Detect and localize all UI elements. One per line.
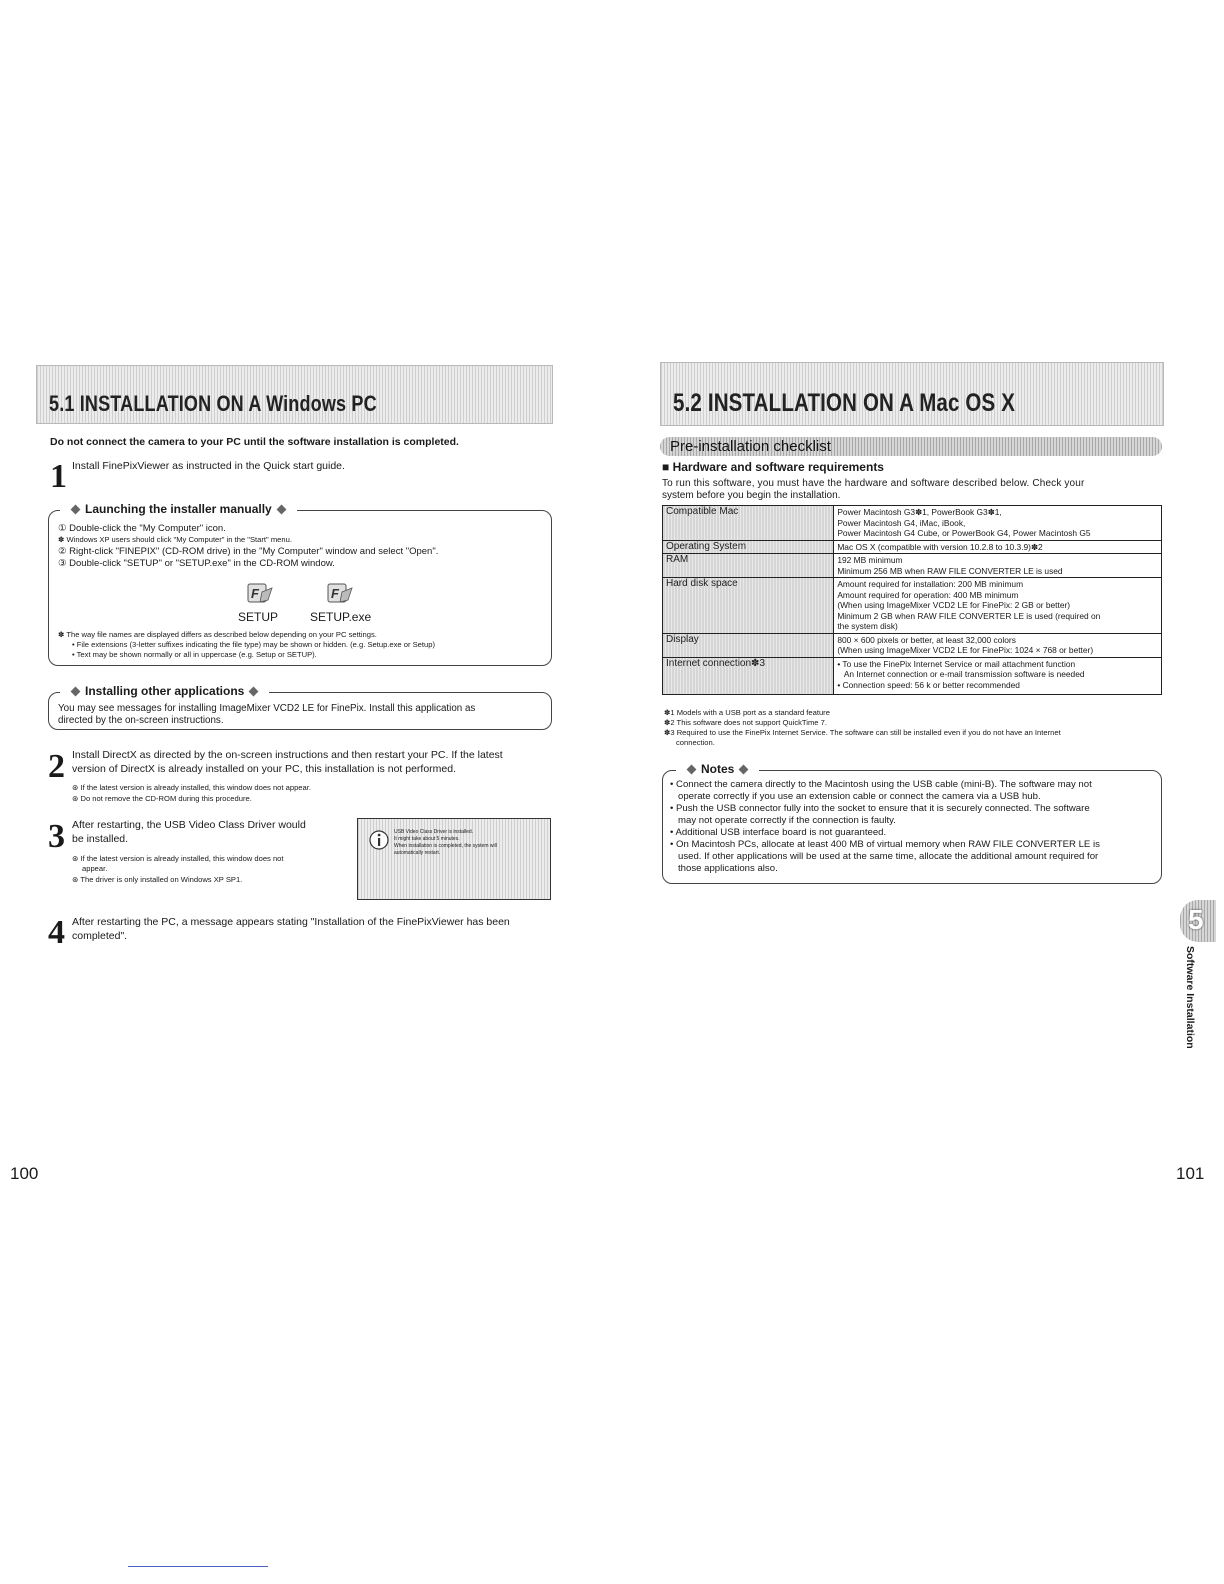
note-line: may not operate correctly if the connection is faulty. xyxy=(670,815,896,826)
value-line: Minimum 256 MB when RAW FILE CONVERTER LE is used xyxy=(837,565,1063,576)
diamond-icon xyxy=(739,764,749,774)
value-line: 192 MB minimum xyxy=(837,555,903,565)
chapter-label: Software Installation xyxy=(1184,946,1196,1049)
launch-item-1-note: ✽ Windows XP users should click "My Computer" in the "Start" menu. xyxy=(58,535,292,544)
step3-note-1: ⊛ If the latest version is already installed, this window does not xyxy=(72,854,284,863)
step3-line-1: After restarting, the USB Video Class Driver would xyxy=(72,819,306,831)
divider xyxy=(128,1566,268,1567)
intro-line-2: system before you begin the installation. xyxy=(662,490,841,501)
value-line: (When using ImageMixer VCD2 LE for FinePix: 1024 × 768 or better) xyxy=(837,645,1094,655)
note-line: • Connect the camera directly to the Macintosh using the USB cable (mini-B). The software may not xyxy=(670,779,1092,790)
value-line: Power Macintosh G4, iMac, iBook, xyxy=(837,517,966,528)
dialog-line-4: automatically restart. xyxy=(394,850,441,856)
value-line: Amount required for installation: 200 MB minimum xyxy=(837,579,1024,589)
launch-item-1: ① Double-click the "My Computer" icon. xyxy=(58,523,226,534)
step-number: 2 xyxy=(48,748,65,785)
value-line: Mac OS X (compatible with version 10.2.8 to 10.3.9)✽2 xyxy=(837,541,1043,552)
value-line: the system disk) xyxy=(837,621,898,631)
note-line: • On Macintosh PCs, allocate at least 400 MB of virtual memory when RAW FILE CONVERTER LE is xyxy=(670,839,1100,850)
table-row xyxy=(663,657,1162,694)
value-line: (When using ImageMixer VCD2 LE for FinePix: 2 GB or better) xyxy=(837,600,1071,610)
section-title: 5.2 INSTALLATION ON A Mac OS X xyxy=(673,389,1016,417)
note-line: operate correctly if you use an extension cable or connect the camera via a USB hub. xyxy=(670,791,1041,802)
step2-note-1-text: If the latest version is already installed, this window does not appear. xyxy=(80,783,311,792)
step-number: 1 xyxy=(50,458,67,495)
value-line: An Internet connection or e-mail transmission software is needed xyxy=(837,669,1085,679)
launch-item-3: ③ Double-click "SETUP" or "SETUP.exe" in the CD-ROM window. xyxy=(58,558,335,569)
setup-label: SETUP xyxy=(238,610,279,624)
setup-exe-label: SETUP.exe xyxy=(310,610,372,624)
setup-file-icon xyxy=(244,578,274,608)
step-text: Install FinePixViewer as instructed in the Quick start guide. xyxy=(72,460,345,472)
step4-line-2: completed". xyxy=(72,930,128,942)
note-line: those applications also. xyxy=(670,863,778,874)
note-line: • Push the USB connector fully into the socket to ensure that it is securely connected. The software xyxy=(670,803,1090,814)
notes-list xyxy=(670,779,1156,875)
requirements-table xyxy=(662,505,1162,695)
page-number-left: 100 xyxy=(10,1164,39,1183)
notes-title-text: Notes xyxy=(701,762,735,776)
chapter-number: 5 xyxy=(1188,904,1204,935)
chapter-tab xyxy=(1180,900,1216,942)
checklist-banner xyxy=(660,437,1162,456)
step-number: 4 xyxy=(48,914,65,951)
diamond-icon xyxy=(249,686,259,696)
table-row xyxy=(663,540,1162,554)
row-label: Hard disk space xyxy=(663,578,834,634)
dialog-line-2: It might take about 5 minutes. xyxy=(394,836,460,842)
row-value xyxy=(834,633,1162,657)
row-label: Display xyxy=(663,633,834,657)
row-label: RAM xyxy=(663,554,834,578)
diamond-icon xyxy=(276,504,286,514)
step3-note-1-text: If the latest version is already installed, this window does not xyxy=(80,854,284,863)
launch-box-title-text: Launching the installer manually xyxy=(85,502,272,516)
launch-note: ✽ The way file names are displayed differs as described below depending on your PC settings. xyxy=(58,630,377,639)
section-header-mac xyxy=(660,362,1164,426)
value-line: Power Macintosh G4 Cube, or PowerBook G4, Power Macintosh G5 xyxy=(837,528,1091,538)
table-row xyxy=(663,633,1162,657)
diamond-icon xyxy=(71,686,81,696)
step-number: 3 xyxy=(48,818,65,855)
svg-text:F: F xyxy=(251,586,259,601)
step3-note-2: ⊛ The driver is only installed on Windows XP SP1. xyxy=(72,875,243,884)
hw-heading: ■ Hardware and software requirements xyxy=(662,460,884,474)
value-line: Minimum 2 GB when RAW FILE CONVERTER LE is used (required on xyxy=(837,610,1101,621)
step2-line-1: Install DirectX as directed by the on-screen instructions and then restart your PC. If the latest xyxy=(72,749,503,761)
footnote-1: ✽1 Models with a USB port as a standard feature xyxy=(664,708,830,717)
setup-exe-file-icon xyxy=(324,578,354,608)
footnote-3b: connection. xyxy=(676,738,715,747)
step2-note-2-text: Do not remove the CD-ROM during this procedure. xyxy=(80,794,252,803)
intro-line-1: To run this software, you must have the hardware and software described below. Check your xyxy=(662,478,1085,489)
launch-note-bullet-2: • Text may be shown normally or all in uppercase (e.g. Setup or SETUP). xyxy=(72,650,317,659)
step2-note-1: ⊛ If the latest version is already installed, this window does not appear. xyxy=(72,783,311,792)
row-value xyxy=(834,657,1162,694)
step3-note-2-text: The driver is only installed on Windows XP SP1. xyxy=(80,875,243,884)
section-header-windows xyxy=(36,365,553,424)
dialog-line-3: When installation is completed, the system will xyxy=(394,843,497,849)
page-number-right: 101 xyxy=(1176,1164,1205,1183)
usb-driver-dialog xyxy=(357,818,551,900)
other-box-title xyxy=(60,684,269,698)
launch-item-2: ② Right-click "FINEPIX" (CD-ROM drive) in the "My Computer" window and select "Open". xyxy=(58,546,439,557)
row-label: Operating System xyxy=(663,540,834,554)
other-box-line-2: directed by the on-screen instructions. xyxy=(58,715,224,726)
value-line: Amount required for operation: 400 MB minimum xyxy=(837,589,1019,600)
other-box-line-1: You may see messages for installing ImageMixer VCD2 LE for FinePix. Install this application as xyxy=(58,703,476,714)
row-label: Compatible Mac xyxy=(663,506,834,541)
table-row xyxy=(663,506,1162,541)
step4-line-1: After restarting the PC, a message appears stating "Installation of the FinePixViewer has been xyxy=(72,916,510,928)
step3-note-1b: appear. xyxy=(82,864,108,873)
footnote-3: ✽3 Required to use the FinePix Internet Service. The software can still be installed even if you do not have an Internet xyxy=(664,728,1061,737)
diamond-icon xyxy=(687,764,697,774)
step2-line-2: version of DirectX is already installed on your PC, this installation is not performed. xyxy=(72,763,457,775)
checklist-title: Pre-installation checklist xyxy=(670,438,831,455)
warning-text: Do not connect the camera to your PC until the software installation is completed. xyxy=(50,436,459,448)
row-value xyxy=(834,540,1162,554)
footnote-2: ✽2 This software does not support QuickTime 7. xyxy=(664,718,827,727)
row-value xyxy=(834,578,1162,634)
section-title: 5.1 INSTALLATION ON A Windows PC xyxy=(49,391,377,416)
row-value xyxy=(834,554,1162,578)
table-row xyxy=(663,578,1162,634)
value-line: • Connection speed: 56 k or better recommended xyxy=(837,679,1020,690)
value-line: Power Macintosh G3✽1, PowerBook G3✽1, xyxy=(837,507,1002,517)
info-icon xyxy=(368,829,390,851)
value-line: • To use the FinePix Internet Service or mail attachment function xyxy=(837,658,1076,669)
notes-title xyxy=(676,762,759,776)
note-line: • Additional USB interface board is not guaranteed. xyxy=(670,827,887,838)
launch-note-bullet-1: • File extensions (3-letter suffixes indicating the file type) may be shown or hidden. (e.g. Setup.exe or Setup) xyxy=(72,640,435,649)
row-label: Internet connection✽3 xyxy=(663,657,834,694)
row-value xyxy=(834,506,1162,541)
dialog-line-1: USB Video Class Driver is installed. xyxy=(394,829,474,835)
step3-line-2: be installed. xyxy=(72,833,129,845)
table-row xyxy=(663,554,1162,578)
note-line: used. If other applications will be used at the same time, allocate the additional amount required for xyxy=(670,851,1099,862)
launch-box-title xyxy=(60,502,297,516)
svg-text:F: F xyxy=(331,586,339,601)
value-line: 800 × 600 pixels or better, at least 32,000 colors xyxy=(837,634,1016,645)
other-box-title-text: Installing other applications xyxy=(85,684,245,698)
diamond-icon xyxy=(71,504,81,514)
step2-note-2: ⊛ Do not remove the CD-ROM during this procedure. xyxy=(72,794,252,803)
